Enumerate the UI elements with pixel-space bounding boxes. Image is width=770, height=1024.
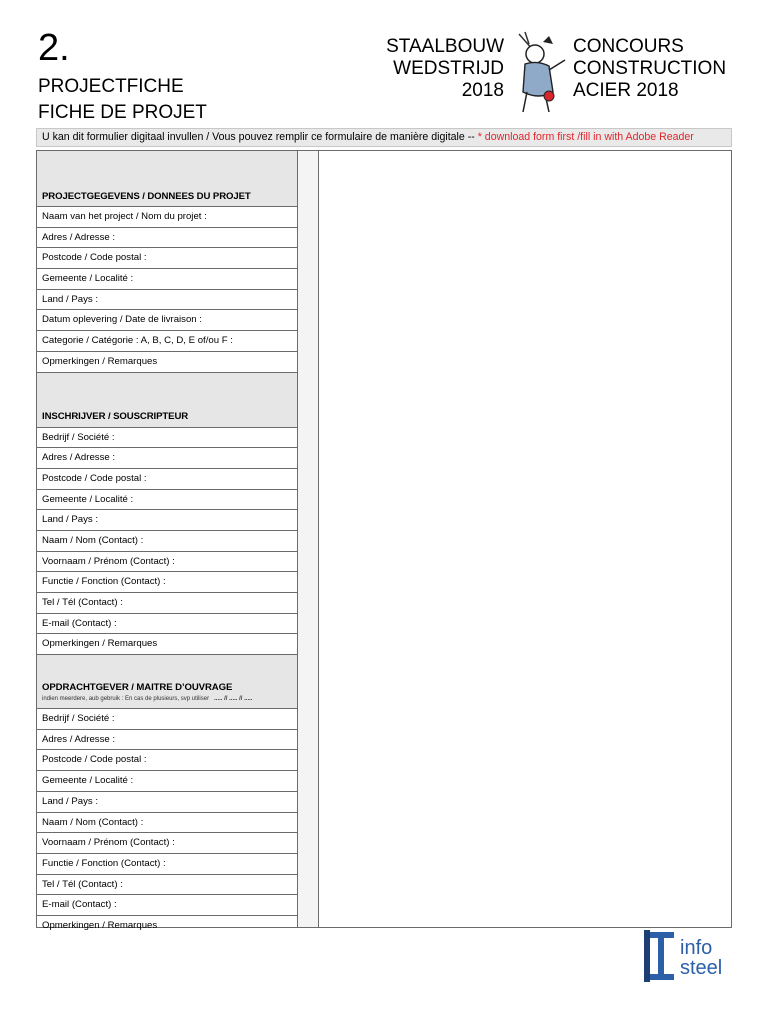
form-label: Opmerkingen / Remarques [42, 919, 158, 931]
form-label: Tel / Tél (Contact) : [37, 593, 297, 614]
form-label: Functie / Fonction (Contact) : [37, 572, 297, 593]
subtitle-text: indien meerdere, aub gebruik : En cas de plusieurs, svp utiliser [42, 696, 210, 703]
section-title: INSCHRIJVER / SOUSCRIPTEUR [42, 410, 189, 422]
form-label: Gemeente / Localité : [37, 269, 297, 290]
form-label: Postcode / Code postal : [37, 750, 297, 771]
section-title: OPDRACHTGEVER / MAITRE D’OUVRAGE [42, 682, 233, 694]
mascot-icon [505, 30, 573, 114]
logo-text-info: info [680, 937, 713, 959]
logo-text-steel: steel [680, 957, 723, 979]
competition-name-fr [573, 36, 726, 102]
section-header-subscriber [37, 373, 297, 428]
form-label: Bedrijf / Société : [37, 709, 297, 730]
comp-fr-line: CONCOURS [573, 36, 684, 57]
form-label: Gemeente / Localité : [37, 490, 297, 511]
title-nl: PROJECTFICHE [38, 76, 184, 97]
comp-nl-line: 2018 [461, 80, 504, 101]
project-form [36, 150, 732, 931]
form-label: Adres / Adresse : [37, 730, 297, 751]
form-label: Voornaam / Prénom (Contact) : [37, 833, 297, 854]
section-subtitle [42, 696, 252, 702]
comp-fr-line: ACIER 2018 [573, 80, 679, 101]
form-label: Postcode / Code postal : [37, 469, 297, 490]
form-divider-column [297, 151, 319, 927]
form-label: Land / Pays : [37, 792, 297, 813]
banner-note: * download form first /fill in with Adobe Reader [477, 131, 694, 143]
page-number: 2. [38, 27, 70, 69]
comp-nl-line: WEDSTRIJD [393, 58, 504, 79]
form-label: Adres / Adresse : [37, 448, 297, 469]
form-label: Postcode / Code postal : [37, 248, 297, 269]
form-label: E-mail (Contact) : [37, 895, 297, 916]
instruction-banner [36, 128, 732, 147]
form-label: Functie / Fonction (Contact) : [37, 854, 297, 875]
form-label: Naam / Nom (Contact) : [37, 531, 297, 552]
form-label: Categorie / Catégorie : A, B, C, D, E of/ou F : [37, 331, 297, 352]
competition-name-nl [386, 36, 504, 102]
form-labels-column [37, 151, 297, 937]
form-label: Voornaam / Prénom (Contact) : [37, 552, 297, 573]
page-title [38, 74, 207, 126]
form-label: Datum oplevering / Date de livraison : [37, 310, 297, 331]
form-label: Adres / Adresse : [37, 228, 297, 249]
form-label: E-mail (Contact) : [37, 614, 297, 635]
form-label: Land / Pays : [37, 510, 297, 531]
comp-nl-line: STAALBOUW [386, 36, 504, 57]
form-label: Gemeente / Localité : [37, 771, 297, 792]
form-label: Naam van het project / Nom du projet : [37, 207, 297, 228]
comp-fr-line: CONSTRUCTION [573, 58, 727, 79]
section-title: PROJECTGEGEVENS / DONNEES DU PROJET [42, 191, 251, 202]
form-label: Naam / Nom (Contact) : [37, 813, 297, 834]
form-label: Bedrijf / Société : [37, 428, 297, 449]
title-fr: FICHE DE PROJET [38, 102, 207, 123]
form-label: Opmerkingen / Remarques [37, 634, 297, 655]
section-header-client [37, 655, 297, 709]
form-label: Land / Pays : [37, 290, 297, 311]
form-label: Tel / Tél (Contact) : [37, 875, 297, 896]
form-label: Opmerkingen / Remarques [37, 352, 297, 373]
section-header-project [37, 151, 297, 207]
banner-text: U kan dit formulier digitaal invullen / Vous pouvez remplir ce formulaire de manière digitale -- [42, 131, 478, 143]
subtitle-separator: ..... // ..... // ..... [214, 696, 253, 703]
